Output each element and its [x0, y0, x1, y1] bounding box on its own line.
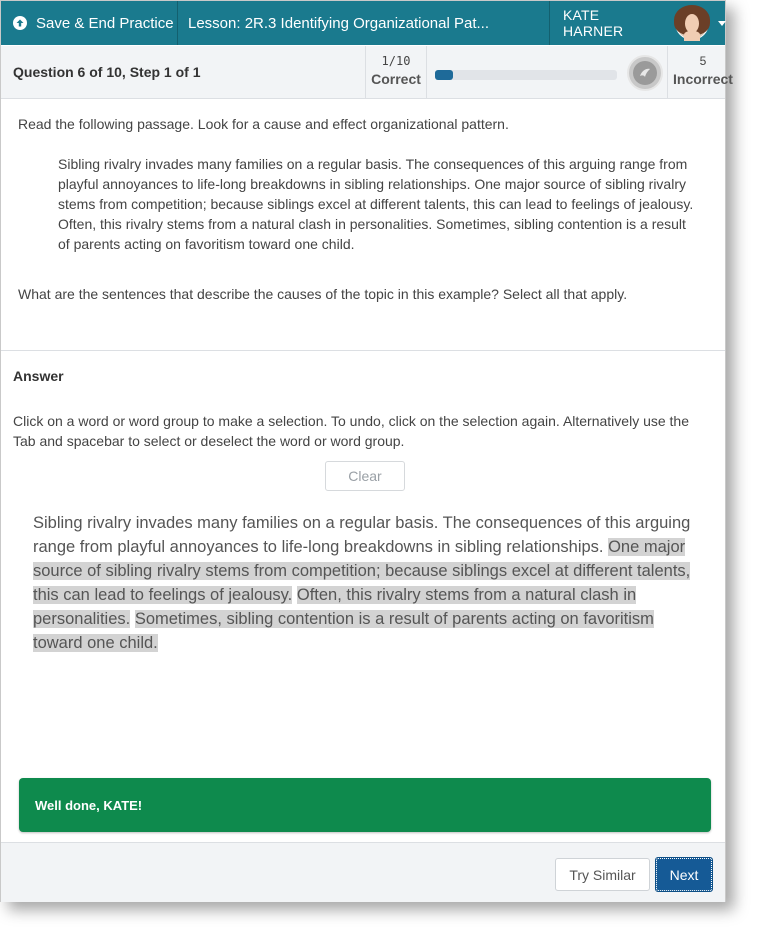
selectable-sentence[interactable]: Sometimes, sibling contention is a result of parents acting on favoritism toward one child.: [33, 610, 654, 652]
next-button[interactable]: Next: [656, 858, 712, 891]
correct-counter: [365, 46, 427, 98]
progress-fill: [435, 70, 453, 80]
question-passage: Sibling rivalry invades many families on a regular basis. The consequences of this arguing range from playful annoyances to life-long breakdowns in sibling relationships. One major source of sibling rivalry stems from competition; because siblings excel at different talents, this can lead to feelings of jealousy. Often, this rivalry stems from a natural clash in personalities. Sometimes, sibling contention is a result of parents acting on favoritism toward one child.: [58, 156, 694, 252]
progress-bar: [435, 70, 617, 80]
question-instruction: Read the following passage. Look for a cause and effect organizational pattern.: [18, 116, 509, 132]
selectable-sentence[interactable]: Sibling rivalry invades many families on a regular basis.: [33, 514, 439, 532]
question-body: [1, 99, 725, 351]
correct-count: 1/10: [381, 54, 411, 68]
clear-button[interactable]: Clear: [325, 461, 405, 491]
incorrect-count: 5: [699, 54, 707, 68]
selectable-passage: [33, 511, 703, 655]
badge-icon: [627, 55, 663, 91]
feedback-banner: [19, 778, 711, 832]
chevron-down-icon: [718, 21, 726, 26]
top-bar: [1, 1, 725, 45]
incorrect-label: Incorrect: [673, 71, 733, 87]
answer-help: Click on a word or word group to make a selection. To undo, click on the selection again. Alternatively use the Tab and spacebar to select or deselect the word or word group.: [13, 413, 690, 449]
question-prompt: What are the sentences that describe the causes of the topic in this example? Select all that apply.: [18, 286, 628, 302]
circle-arrow-up-icon: [13, 16, 27, 30]
user-menu[interactable]: [549, 1, 726, 45]
user-name: KATE HARNER: [563, 7, 624, 39]
footer-bar: [1, 842, 725, 902]
correct-label: Correct: [371, 71, 421, 87]
avatar: [675, 6, 709, 40]
answer-title: Answer: [13, 368, 64, 384]
lesson-title: Lesson: 2R.3 Identifying Organizational Pat...: [188, 14, 490, 32]
question-title: Question 6 of 10, Step 1 of 1: [13, 64, 201, 80]
incorrect-counter: [667, 46, 738, 98]
question-header: [1, 46, 733, 99]
selectable-sentence[interactable]: Often, this rivalry stems from a natural clash in personalities.: [33, 586, 637, 628]
feedback-message: Well done, KATE!: [35, 797, 143, 813]
selectable-sentence[interactable]: The consequences of this arguing range from playful annoyances to life-long breakdowns in sibling relationships.: [33, 514, 691, 556]
save-end-practice-label: Save & End Practice: [36, 14, 174, 32]
selectable-sentence[interactable]: One major source of sibling rivalry stems from competition; because siblings excel at different talents, this can lead to feelings of jealousy.: [33, 538, 691, 604]
save-end-practice-button[interactable]: [1, 1, 178, 45]
try-similar-button[interactable]: Try Similar: [555, 858, 650, 891]
